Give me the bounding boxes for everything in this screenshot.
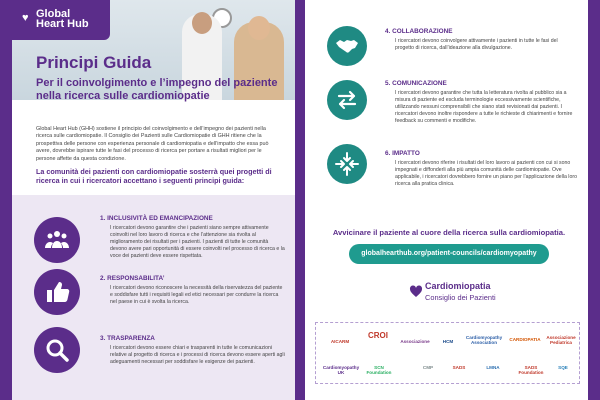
principle-6-text: I ricercatori devono riferire i risultati del loro lavoro ai pazienti con cui si sono impegnati e diffonderli alla più ampia comunità delle cardiomiopatie. Ove applicabile, i ricercatori dovrebbero fornire un piano per l’applicazione della loro ricerca alla pratica clinica. — [395, 160, 577, 187]
heart-location-icon — [409, 284, 423, 298]
intro-paragraph: Global Heart Hub (GHH) sostiene il principio del coinvolgimento e dell’impegno dei pazienti nella ricerca sulle cardiomiopatie. Il Consiglio dei Pazienti sulle Cardiomiopatie di GHH ritiene che la prospettiva delle persone con esperienza personale di cardiomiopatia e dell’impatto che essa può avere, dovrebbe ispirare tutte le fasi del processo di ricerca per portare a risultati migliori per le persone affette da questa condizione. — [36, 126, 269, 162]
magnifier-icon — [34, 327, 80, 373]
principle-4-heading: 4. COLLABORAZIONE — [385, 28, 453, 35]
page-title: Principi Guida — [36, 53, 152, 72]
partner-logo[interactable]: SADS Foundation — [518, 365, 544, 375]
principle-5-text: I ricercatori devono garantire che tutta la letteratura rivolta al pubblico sia a misura di paziente ed escluda terminologie eccessivamente scientifiche, utilizzando nessuni comprensibili che siano stati revisionati dai pazienti. I ricercatori devono inoltre rispondere a tutte le richieste di chiarimenti e fornire feedback su commenti e modifiche. — [395, 90, 573, 124]
principle-5-heading: 5. COMUNICAZIONE — [385, 80, 447, 87]
principle-4-text: I ricercatori devono coinvolgere attivamente i pazienti in tutte le fasi del progetto di ricerca, dall’ideazione alla divulgazione. — [395, 38, 558, 51]
right-page — [305, 0, 588, 400]
handshake-icon — [327, 26, 367, 66]
council-title: Cardiomiopatia — [425, 281, 491, 291]
council-url-button[interactable]: globalhearthub.org/patient-councils/cardiomyopathy — [349, 244, 549, 264]
cta-heading: Avvicinare il paziente al cuore della ricerca sulla cardiomiopatia. — [332, 228, 566, 237]
partner-logo[interactable]: Associazione — [400, 339, 430, 344]
partner-logo[interactable]: AICARM — [330, 339, 350, 344]
principle-2-text: I ricercatori devono riconoscere la necessità della riservatezza del paziente e soddisfare tutti i requisiti legali ed etici necessari per condurre la ricerca nel paese in cui è svolta la ricerca. — [110, 285, 283, 305]
people-group-icon — [34, 217, 80, 263]
left-page — [12, 0, 295, 400]
partner-logo[interactable]: Cardiomyopathy UK — [322, 365, 360, 375]
thumbs-up-icon — [34, 269, 80, 315]
partner-logo[interactable]: SADS — [452, 365, 466, 370]
principle-1-text: I ricercatori devono garantire che i pazienti siano sempre attivamente coinvolti nel loro lavoro di ricerca e che l’attenzione sia rivolta al miglioramento dei risultati per i pazienti. I pazienti di tutte le comunità devono avere pari opportunità di essere coinvolti nel processo di ricerca e la voce dei pazienti deve essere rispettata. — [110, 225, 285, 259]
principles-panel — [12, 195, 295, 400]
principle-3-heading: 3. TRASPARENZA — [100, 335, 155, 342]
heart-icon: ♥ — [22, 12, 29, 24]
page-subtitle: Per il coinvolgimento e l’impegno del paziente nella ricerca sulle cardiomiopatie — [36, 77, 278, 102]
principle-2-heading: 2. RESPONSABILITA’ — [100, 275, 165, 282]
exchange-arrows-icon — [327, 80, 367, 120]
impact-arrows-icon — [327, 144, 367, 184]
partner-logo[interactable]: HCM — [442, 339, 454, 344]
partner-logo[interactable]: Associazione Pediatrica — [546, 335, 576, 345]
partner-logo[interactable]: SCN Foundation — [366, 365, 392, 375]
partner-logo[interactable]: LMNA — [486, 365, 500, 370]
partner-logos-panel — [315, 322, 580, 384]
council-subtitle: Consiglio dei Pazienti — [425, 293, 496, 302]
principle-1-heading: 1. INCLUSIVITÀ ED EMANCIPAZIONE — [100, 215, 213, 222]
partner-logo[interactable]: SQE — [558, 365, 568, 370]
principle-3-text: I ricercatori devono essere chiari e trasparenti in tutte le comunicazioni relative al progetto di ricerca e i processi di ricerca devono essere aperti agli adeguamenti necessari per soddisfare le esigenze dei pazienti. — [110, 345, 285, 365]
partner-logo[interactable]: Cardiomyopathy Association — [465, 335, 503, 345]
ghh-logo[interactable] — [12, 0, 110, 40]
lead-paragraph: La comunità dei pazienti con cardiomiopatie sosterrà quei progetti di ricerca in cui i ricercatori accettano i seguenti principi guida: — [36, 167, 272, 186]
partner-logo[interactable]: CROI — [368, 331, 388, 340]
partner-logo[interactable]: CMP — [422, 365, 434, 370]
logo-line-1: Global — [36, 8, 71, 20]
principle-6-heading: 6. IMPATTO — [385, 150, 420, 157]
partner-logo[interactable]: CARDIOPATIA — [509, 337, 541, 342]
logo-line-2: Heart Hub — [36, 18, 89, 30]
